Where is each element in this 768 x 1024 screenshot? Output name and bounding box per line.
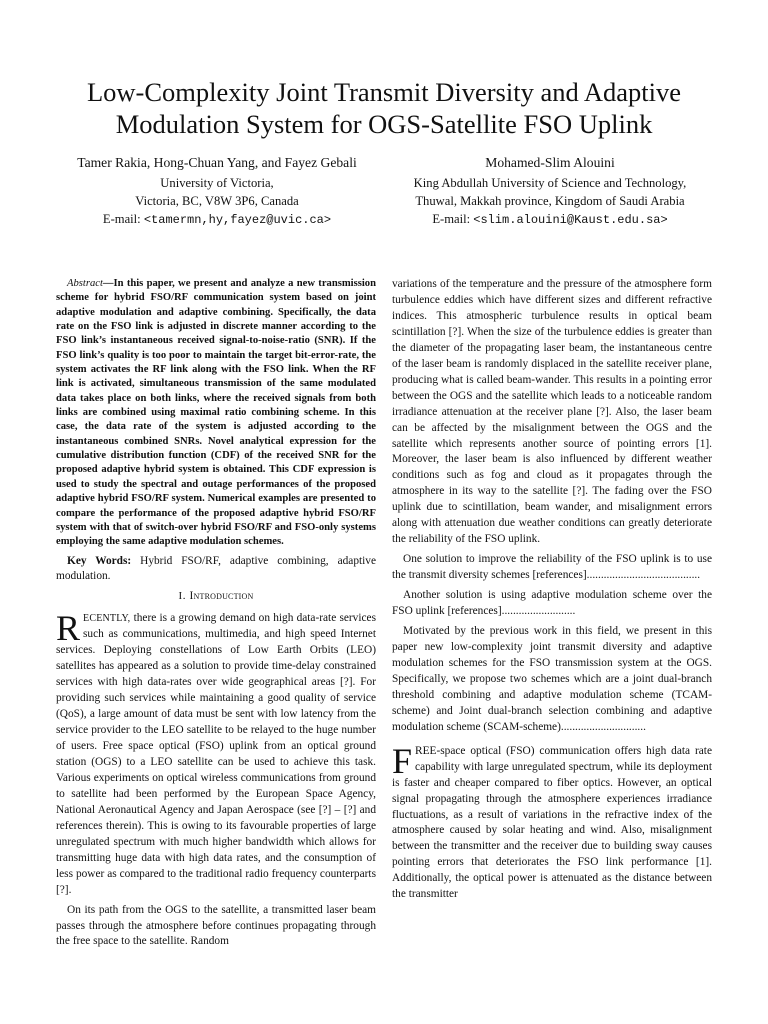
title-line-2: Modulation System for OGS-Satellite FSO Uplink <box>115 109 653 139</box>
affiliation-line: University of Victoria, <box>160 176 274 190</box>
fso-text: REE-space optical (FSO) communication offers high data rate capability with large unregulated spectrum, while its deployment is faster and cheaper compared to fiber optics. However, an optical signal propagating through the atmosphere experiences irradiance fluctuations, as a result of variations in the refractive index of the atmosphere caused by solar heating and wind. Also, misalignment between the transmitter and the receiver due to building sway causes pointing errors that deteriorates the FSO link performance [1]. Additionally, the optical power is attenuated as the distance between the transmitter <box>392 744 712 901</box>
author-names: Tamer Rakia, Hong-Chuan Yang, and Fayez Gebali <box>77 155 357 170</box>
intro-paragraph-2: On its path from the OGS to the satellite, a transmitted laser beam passes through the atmosphere before continues propagating through the free space to the satellite. Random <box>56 903 376 948</box>
email-line <box>62 210 372 229</box>
affiliation-line: King Abdullah University of Science and Technology, <box>413 176 687 190</box>
email-address: <tamermn,hy,fayez@uvic.ca> <box>143 213 332 227</box>
left-column <box>56 277 376 954</box>
author-names: Mohamed-Slim Alouini <box>485 155 615 170</box>
author-block-kaust <box>388 154 712 229</box>
section-number: I. <box>178 590 187 603</box>
right-column <box>392 277 712 907</box>
drop-cap: R <box>56 608 81 649</box>
body-paragraph-turbulence: variations of the temperature and the pressure of the atmosphere form turbulence eddies which have different sizes and different refractive indices. This atmospheric turbulence results in optical beam scintillation [?]. When the size of the turbulence eddies is greater than the diameter of the propagating laser beam, the instantaneous centre of the laser beam is randomly displaced in the satellite receiver plane, producing what is called beam-wander. This results in a pointing error between the OGS and the satellite which leads to a noticeable random irradiance attenuation at the receiver plane [?]. Also, the laser beam can be affected by the misalignment between the OGS and the satellite which represents another source of pointing errors [1]. Moreover, the laser beam is also influenced by different weather conditions such as fog and cloud as it propagates through the atmosphere in its way to the satellite [?]. The fading over the FSO uplink due to scintillation, beam wander, and misalignment errors along with attenuation due weather conditions can greatly deteriorate the reliability of the FSO uplink. <box>392 278 712 546</box>
section-heading-introduction <box>56 589 376 605</box>
keywords-label: Key Words: <box>67 554 132 567</box>
email-label: E-mail: <box>432 212 471 226</box>
abstract <box>56 277 376 550</box>
abstract-text: —In this paper, we present and analyze a new transmission scheme for hybrid FSO/RF communication system based on joint adaptive modulation and adaptive combining. Specifically, the data rate on the FSO link is adjusted in discrete manner according to the FSO link’s instantaneous received signal-to-noise-ratio (SNR). If the FSO link’s quality is too poor to maintain the target bit-error-rate, the system activates the RF link along with the FSO link. When the RF link is activated, simultaneous transmission of the same modulated data takes place on both links, where the received signals from both links are combined using maximal ratio combining scheme. In this case, the data rate of the system is adjusted according to the instantaneous combined SNRs. Novel analytical expression for the cumulative distribution function (CDF) of the received SNR for the proposed adaptive hybrid system is obtained. This CDF expression is used to study the spectral and outage performances of the proposed adaptive hybrid FSO/RF system. Numerical examples are presented to compare the performance of the proposed adaptive hybrid FSO/RF system with that of switch-over hybrid FSO/RF and FSO-only systems employing the same adaptive modulation schemes. <box>56 278 376 548</box>
email-line <box>388 210 712 229</box>
address-line: Victoria, BC, V8W 3P6, Canada <box>135 194 299 208</box>
body-paragraph-fso <box>392 740 712 904</box>
keywords-text: Hybrid FSO/RF, adaptive combining, adaptive modulation. <box>56 554 376 583</box>
title-line-1: Low-Complexity Joint Transmit Diversity and Adaptive <box>86 77 682 107</box>
author-block-uvic <box>62 154 372 229</box>
section-title: Introduction <box>189 590 254 603</box>
intro-paragraph-1 <box>56 608 376 898</box>
keywords <box>56 554 376 586</box>
body-paragraph-motivation: Motivated by the previous work in this field, we present in this paper new low-complexity joint transmit diversity and adaptive modulation schemes for the FSO transmission system at the OGS. Specifically, we propose two schemes which are a joint dual-branch threshold combining and adaptive modulation scheme (TCAM-scheme) and Joint dual-branch selection combining and adaptive modulation scheme (SCAM-scheme).............................. <box>392 625 712 733</box>
email-label: E-mail: <box>102 212 141 226</box>
intro-text: there is a growing demand on high data-rate services such as communications, multimedia, and high speed Internet services. Deploying constellations of Low Earth Orbits (LEO) satellites has appeared as a solution to provide time-delay constrained services with high data-rates over wide geographical areas [?]. For providing such services while maintaining a good quality of service (QoS), a large amount of data must be sent with low latency from the service provider to the LEO satellite to be relayed to the huge number of users. Free space optical (FSO) uplink from an optical ground station (OGS) to a LEO satellite can be used to achieve this task. Various experiments on optical wireless communications from ground to satellite had been performed by the European Space Agency, National Aeronautical Agency and Japan Aerospace (see [?] – [?] and references therein). This is owing to its favourable properties of large unregulated spectrum with much higher bandwidth which allows for transmitting huge data with high data rates, and the consumption of less power as compared to the traditional radio frequency counterparts [?]. <box>56 612 376 896</box>
body-paragraph-adaptive-modulation: Another solution is using adaptive modulation scheme over the FSO uplink [references].......................... <box>392 589 712 618</box>
email-address: <slim.alouini@Kaust.edu.sa> <box>473 213 668 227</box>
body-paragraph-transmit-diversity: One solution to improve the reliability of the FSO uplink is to use the transmit diversity schemes [references]........................................ <box>392 553 712 582</box>
intro-first-word: ECENTLY, <box>83 613 131 625</box>
abstract-label: Abstract <box>67 278 103 289</box>
paper-title <box>40 76 728 140</box>
address-line: Thuwal, Makkah province, Kingdom of Saudi Arabia <box>415 194 685 208</box>
drop-cap: F <box>392 740 413 781</box>
